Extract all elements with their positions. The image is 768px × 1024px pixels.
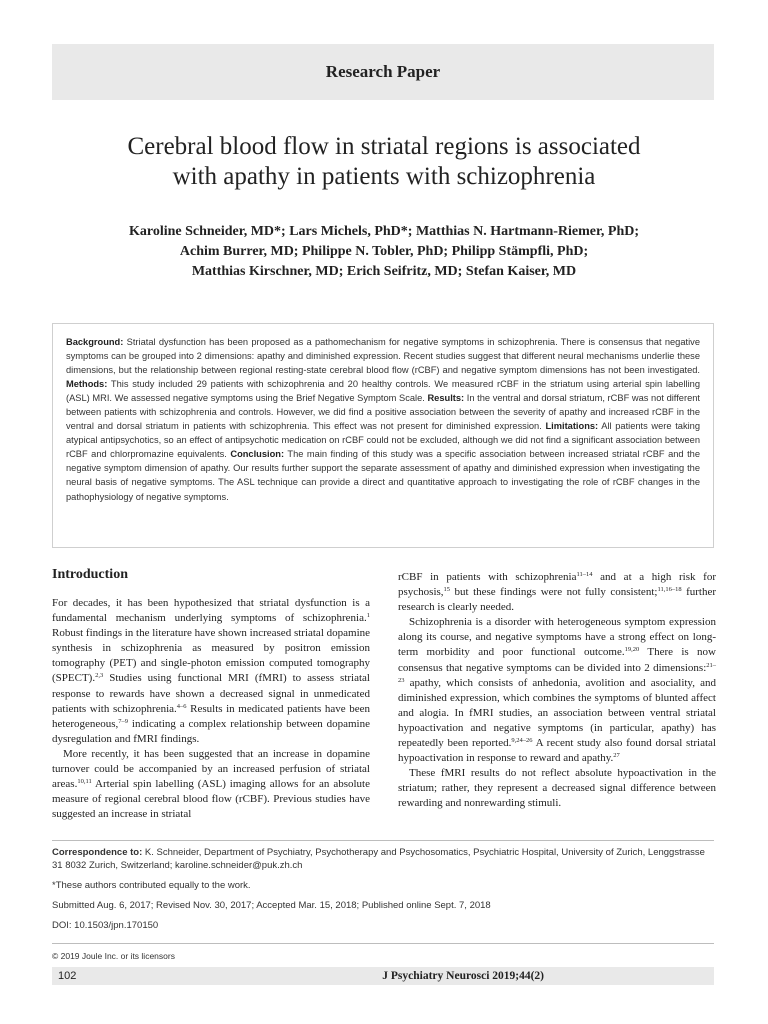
citation: 27 [613,752,620,760]
page-number: 102 [58,970,77,982]
title-line-2: with apathy in patients with schizophrenia [172,163,596,190]
abstract-limitations-label: Limitations: [545,421,599,432]
abstract-results-label: Results: [427,393,465,404]
citation: 7–9 [118,717,129,725]
intro-paragraph-1: For decades, it has been hypothesized that striatal dysfunction is a fundamental mechanism underlying symptoms of schizophrenia.$^1$ Robust findings in the literature have shown increased striatal dopamine synthesis in schizophrenia as measured by positron emission tomography (PET) and single-photon emission computed tomography (SPECT).$^{2,3}$ Studies using functional MRI (fMRI) to assess striatal response to rewards have shown a decreased signal in unmedicated patients with schizophrenia.$^{4-6}$ Results in medicated patients have been heterogeneous,$^{7-9}$ indicating a complex relationship between dopamine dysregulation and fMRI findings. [52,597,371,745]
equal-contribution-note: *These authors contributed equally to the work. [52,880,251,891]
abstract-box [52,323,714,548]
citation: 10,11 [77,778,92,786]
authors-line-3: Matthias Kirschner, MD; Erich Seifritz, MD; Stefan Kaiser, MD [191,264,577,279]
journal-citation: J Psychiatry Neurosci 2019;44(2) [382,970,544,982]
body-column-left [52,566,370,822]
abstract-limitations-text: All patients were taking atypical antipsychotics, so an effect of antipsychotic medication on rCBF could not be excluded, although we did not find a significant association between rCBF and chlorpromazine equivalents. [66,421,701,460]
footnotes [52,846,714,939]
author-list [40,222,728,282]
abstract-methods-text: This study included 29 patients with schizophrenia and 20 healthy controls. We measured rCBF in the striatum using arterial spin labelling (ASL) MRI. We assessed negative symptoms using the Brief Negative Symptom Scale. [66,379,700,404]
citation: 1 [366,612,370,620]
page-footer [52,967,714,985]
abstract-conclusion-text: The main finding of this study was a specific association between increased striatal rCBF and the negative symptom dimension of apathy. Our results further support the separate assessment of apathy and diminished expression when investigating the neural basis of negative symptoms. The ASL technique can provide a direct and quantitative approach to investigating the role of rCBF changes in the pathophysiology of negative symptoms. [66,449,700,502]
abstract-methods-label: Methods: [66,379,108,390]
footnote-divider [52,840,714,841]
abstract-background-text: Striatal dysfunction has been proposed as a pathomechanism for negative symptoms in schizophrenia. There is consensus that negative symptoms can be grouped into 2 dimensions: apathy and diminished expression. Recent studies suggest that different neural mechanisms underlie these dimensions, but the relationship between regional resting-state cerebral blood flow (rCBF) and negative symptom dimensions has not been investigated. [66,337,700,376]
citation: 21–23 [398,661,716,684]
citation: 9,24–26 [511,737,533,745]
right-paragraph-3: These fMRI results do not reflect absolute hypoactivation in the striatum; rather, they represent a decreased signal difference between rewarding and nonrewarding stimuli. [398,767,716,810]
introduction-heading: Introduction [52,567,128,582]
section-label: Research Paper [325,62,441,81]
doi-text: DOI: 10.1503/jpn.170150 [52,920,159,931]
abstract-conclusion-label: Conclusion: [230,449,285,460]
submission-dates: Submitted Aug. 6, 2017; Revised Nov. 30, 2017; Accepted Mar. 15, 2018; Published online Sept. 7, 2018 [52,900,491,911]
abstract-results-text: In the ventral and dorsal striatum, rCBF was not different between patients with schizophrenia and controls. However, we did find a positive association between the severity of apathy and increased rCBF in the ventral and dorsal striatum in patients with schizophrenia. This effect was not present for diminished expression. [66,393,700,432]
body-column-right [398,570,716,812]
citation: 15 [443,586,451,594]
citation: 4–6 [176,702,187,710]
citation: 11,16–18 [657,586,682,594]
intro-paragraph-2: More recently, it has been suggested that an increase in dopamine turnover could be accompanied by an increased perfusion of striatal areas.$^{10,11}$ Arterial spin labelling (ASL) imaging allows for an absolute measure of regional cerebral blood flow (rCBF). Previous studies have suggested an increase in striatal [52,747,370,821]
right-paragraph-1: rCBF in patients with schizophrenia$^{11-14}$ and at a high risk for psychosis,$^{15}$ but these findings were not fully consistent;$^{11,16-18}$ further research is clearly needed. [398,571,716,614]
citation: 2,3 [95,672,104,680]
citation: 19,20 [624,646,640,654]
title-line-1: Cerebral blood flow in striatal regions is associated [127,133,641,160]
correspondence-note: Correspondence to: K. Schneider, Department of Psychiatry, Psychotherapy and Psychosomatics, Psychiatric Hospital, University of Zurich, Lenggstrasse 31 8032 Zurich, Switzerland; karoline.schneider@puk.zh.ch [52,847,705,871]
authors-line-1: Karoline Schneider, MD*; Lars Michels, PhD*; Matthias N. Hartmann-Riemer, PhD; [128,224,640,239]
citation: 11–14 [576,571,593,578]
section-banner [52,44,714,100]
authors-line-2: Achim Burrer, MD; Philippe N. Tobler, PhD; Philipp Stämpfli, PhD; [179,244,589,259]
copyright-text: © 2019 Joule Inc. or its licensors [52,951,175,961]
article-title [40,132,728,192]
right-paragraph-2: Schizophrenia is a disorder with heterogeneous symptom expression along its course, and negative symptoms have a strong effect on long-term morbidity and poor functional outcome.$^{19,20}$ There is now consensus that negative symptoms can be divided into 2 dimensions:$^{21-23}$ apathy, which consists of anhedonia, avolition and asociality, and diminished expression, which combines the symptoms of blunted affect and alogia. In fMRI studies, an association between ventral striatal hypoactivation and negative symptoms (in particular, apathy) has repeatedly been reported.$^{9,24-26}$ A recent study also found dorsal striatal hypoactivation in response to reward and apathy.$^{27}$ [398,616,716,765]
copyright-divider [52,943,714,944]
abstract-background-label: Background: [66,337,124,347]
